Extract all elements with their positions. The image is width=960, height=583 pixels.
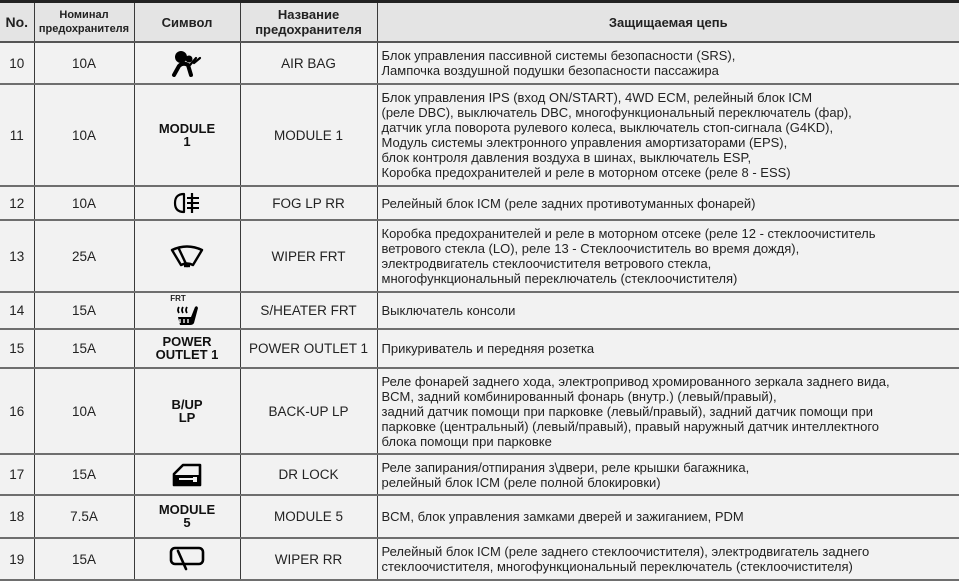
table-row — [0, 495, 959, 538]
fuse-name: MODULE 5 — [240, 495, 377, 538]
symbol-text: POWER OUTLET 1 — [155, 334, 219, 362]
table-row — [0, 292, 959, 329]
header-rating — [34, 2, 134, 43]
seat-heater-label: FRT — [170, 293, 186, 303]
fuse-no: 14 — [0, 292, 34, 329]
header-symbol: Символ — [134, 2, 240, 43]
fuse-rating: 15A — [34, 292, 134, 329]
fuse-name: WIPER FRT — [240, 220, 377, 292]
fuse-symbol — [134, 292, 240, 329]
fuse-rating: 10A — [34, 186, 134, 220]
rear-wiper-icon — [168, 545, 206, 573]
table-row — [0, 368, 959, 454]
fuse-no: 19 — [0, 538, 34, 580]
table-row — [0, 538, 959, 580]
fuse-rating: 10A — [34, 84, 134, 186]
rear-fog-lamp-icon — [172, 191, 202, 215]
fuse-symbol — [134, 42, 240, 84]
front-wiper-icon — [169, 243, 205, 269]
header-no: No. — [0, 2, 34, 43]
protected-circuit: Коробка предохранителей и реле в моторном отсеке (реле 12 - стеклоочиститель ветрового стекла (LO), реле 13 - Стеклоочиститель во время дождя), электродвигатель стеклоочистителя ветрового стекла, многофункциональный переключатель (стеклоочистителя) — [377, 220, 959, 292]
fuse-rating: 15A — [34, 454, 134, 495]
fuse-symbol — [134, 186, 240, 220]
symbol-text: MODULE 5 — [158, 502, 216, 530]
protected-circuit: Прикуриватель и передняя розетка — [377, 329, 959, 368]
fuse-symbol — [134, 220, 240, 292]
table-row — [0, 220, 959, 292]
header-name — [240, 2, 377, 43]
table-row — [0, 329, 959, 368]
fuse-rating: 15A — [34, 329, 134, 368]
fuse-no: 18 — [0, 495, 34, 538]
header-row — [0, 2, 959, 43]
symbol-text: MODULE 1 — [158, 120, 216, 149]
protected-circuit: Релейный блок ICM (реле заднего стеклоочистителя), электродвигатель заднего стеклоочистителя, многофункциональный переключатель (стеклоочистителя) — [377, 538, 959, 580]
airbag-icon — [171, 49, 203, 77]
symbol-text: B/UP LP — [171, 396, 203, 425]
table-row — [0, 186, 959, 220]
door-lock-icon — [171, 462, 203, 488]
header-circuit: Защищаемая цепь — [377, 2, 959, 43]
protected-circuit: Блок управления пассивной системы безопасности (SRS), Лампочка воздушной подушки безопасности пассажира — [377, 42, 959, 84]
header-name-line2: предохранителя — [255, 22, 362, 37]
fuse-name: DR LOCK — [240, 454, 377, 495]
header-name-line1: Название — [277, 7, 340, 22]
fuse-name: POWER OUTLET 1 — [240, 329, 377, 368]
fuse-rating: 10A — [34, 368, 134, 454]
fuse-rating: 15A — [34, 538, 134, 580]
fuse-symbol — [134, 495, 240, 538]
fuse-no: 11 — [0, 84, 34, 186]
table-row — [0, 454, 959, 495]
fuse-rating: 25A — [34, 220, 134, 292]
fuse-name: MODULE 1 — [240, 84, 377, 186]
fuse-symbol — [134, 368, 240, 454]
fuse-name: AIR BAG — [240, 42, 377, 84]
protected-circuit: Выключатель консоли — [377, 292, 959, 329]
fuse-symbol — [134, 538, 240, 580]
table-row — [0, 42, 959, 84]
fuse-name: FOG LP RR — [240, 186, 377, 220]
protected-circuit: Реле запирания/отпирания з\двери, реле крышки багажника, релейный блок ICM (реле полной блокировки) — [377, 454, 959, 495]
fuse-no: 13 — [0, 220, 34, 292]
header-rating-line2: предохранителя — [38, 23, 130, 35]
fuse-symbol — [134, 84, 240, 186]
fuse-no: 12 — [0, 186, 34, 220]
fuse-name: BACK-UP LP — [240, 368, 377, 454]
fuse-symbol — [134, 454, 240, 495]
protected-circuit: Реле фонарей заднего хода, электропривод хромированного зеркала заднего вида, BCM, задний комбинированный фонарь (внутр.) (левый/правый), задний датчик помощи при парковке (левый/правый), задний датчик помощи при парковке (центральный) (левый/правый), правый наружный датчик интеллектного блока помощи при парковке — [377, 368, 959, 454]
fuse-name: WIPER RR — [240, 538, 377, 580]
fuse-no: 15 — [0, 329, 34, 368]
fuse-name: S/HEATER FRT — [240, 292, 377, 329]
protected-circuit: BCM, блок управления замками дверей и зажиганием, PDM — [377, 495, 959, 538]
fuse-no: 16 — [0, 368, 34, 454]
protected-circuit: Релейный блок ICM (реле задних противотуманных фонарей) — [377, 186, 959, 220]
fuse-no: 10 — [0, 42, 34, 84]
fuse-rating: 10A — [34, 42, 134, 84]
header-rating-line1: Номинал — [59, 9, 109, 21]
protected-circuit: Блок управления IPS (вход ON/START), 4WD ECM, релейный блок ICM (реле DBC), выключатель DBC, многофункциональный переключатель (фар), датчик угла поворота рулевого колеса, выключатель стоп-сигнала (G4KD), Модуль системы электронного управления амортизаторами (EPS), блок контроля давления воздуха в шинах, выключатель ESP, Коробка предохранителей и реле в моторном отсеке (реле 8 - ESS) — [377, 84, 959, 186]
fuse-rating: 7.5A — [34, 495, 134, 538]
seat-heater-icon — [173, 303, 201, 327]
fuse-no: 17 — [0, 454, 34, 495]
fuse-symbol — [134, 329, 240, 368]
table-row — [0, 84, 959, 186]
